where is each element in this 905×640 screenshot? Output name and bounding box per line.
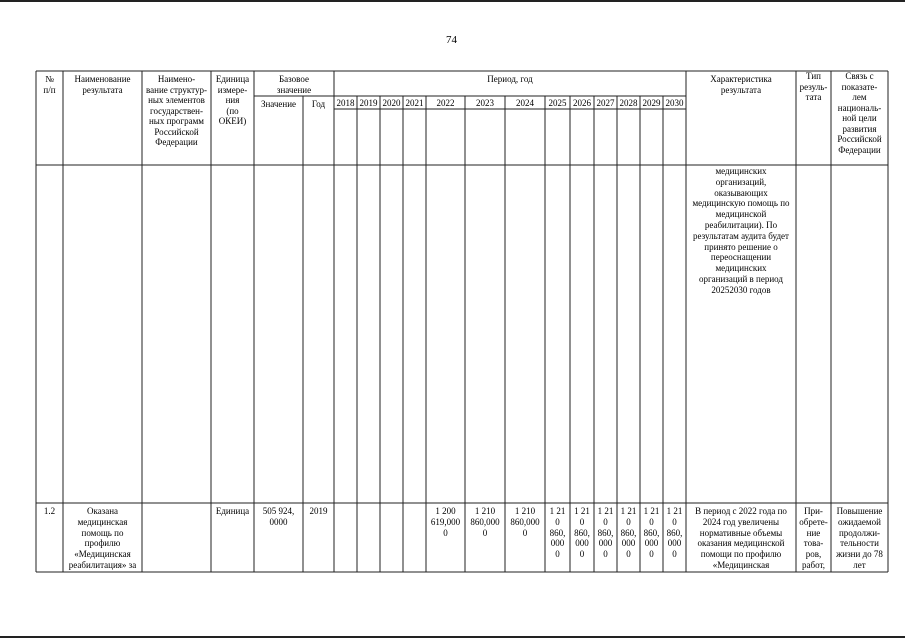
header-year: 2028 [619, 98, 638, 108]
header-struct-name: Наимено- вание структур- ных элементов государствен- ных программ Российской Федерации [146, 74, 207, 147]
row-value-2030: 1 21 0 860, 000 0 [666, 506, 683, 560]
header-unit: Единица измере- ния (по ОКЕИ) [215, 74, 250, 126]
row-result-type: При- обрете- ние това- ров, работ, [799, 506, 828, 570]
row-base-year: 2019 [309, 506, 328, 516]
header-year: 2022 [436, 98, 455, 108]
header-num: № п/п [43, 74, 56, 95]
header-year: 2023 [476, 98, 494, 108]
header-year: 2025 [548, 98, 567, 108]
row-value-2025: 1 21 0 860, 000 0 [549, 506, 566, 560]
bottom-edge-line [0, 636, 905, 638]
header-link: Связь с показате- лем националь- ной цели развития Российской Федерации [837, 71, 882, 155]
header-base-value: Базовое значение [276, 74, 312, 95]
header-characteristic: Характеристика результата [710, 74, 772, 95]
header-result-type: Тип резуль- тата [799, 71, 828, 102]
header-base-year-sub: Год [311, 99, 326, 109]
header-base-value-sub: Значение [260, 99, 297, 109]
row-value-2027: 1 21 0 860, 000 0 [597, 506, 614, 560]
row-value-2022: 1 200 619,000 0 [430, 506, 461, 538]
header-result-name: Наименование результата [74, 74, 131, 95]
header-year: 2019 [359, 98, 378, 108]
row-base-value: 505 924, 0000 [262, 506, 295, 527]
header-year: 2029 [642, 98, 661, 108]
header-year: 2024 [516, 98, 534, 108]
row-unit: Единица [215, 506, 250, 516]
header-year: 2020 [382, 98, 401, 108]
header-period: Период, год [487, 74, 533, 84]
header-year: 2026 [573, 98, 591, 108]
row-result-name: Оказана медицинская помощь по профилю «Медицинская реабилитация» за [68, 506, 137, 570]
page-number: 74 [446, 34, 457, 46]
row-value-2026: 1 21 0 860, 000 0 [574, 506, 590, 560]
header-year: 2027 [596, 98, 615, 108]
row-value-2023: 1 210 860,000 0 [470, 506, 500, 538]
row-value-2029: 1 21 0 860, 000 0 [643, 506, 660, 560]
header-year: 2030 [665, 98, 684, 108]
row-num: 1.2 [43, 506, 56, 516]
header-year: 2021 [405, 98, 424, 108]
continuation-characteristic-text: медицинских организаций, оказывающих медицинскую помощь по медицинской реабилитации). По результатам аудита будет принято решение о переоснащении медицинских организаций в период 20252030 годов [692, 166, 790, 295]
row-value-2024: 1 210 860,000 0 [510, 506, 540, 538]
row-link: Повышение ожидаемой продолжи- тельности жизни до 78 лет [836, 506, 883, 570]
row-characteristic: В период с 2022 года по 2024 год увеличены нормативные объемы оказания медицинской помощи по профилю «Медицинская [695, 506, 787, 570]
header-year: 2018 [336, 98, 355, 108]
row-value-2028: 1 21 0 860, 000 0 [620, 506, 637, 560]
